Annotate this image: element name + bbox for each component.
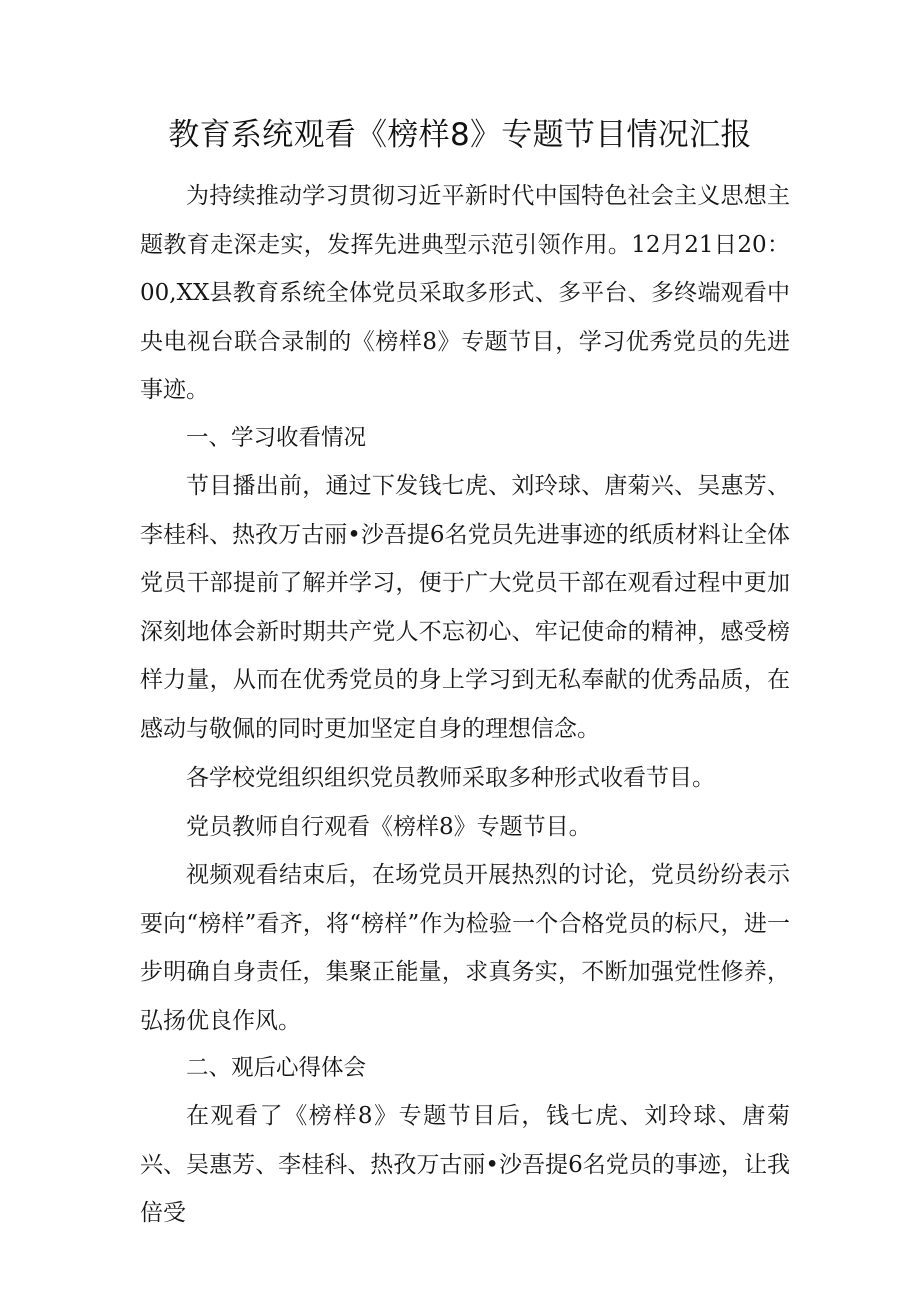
intro-paragraph: 为持续推动学习贯彻习近平新时代中国特色社会主义思想主题教育走深走实，发挥先进典型示范引领作用。12月21日20：00,XX县教育系统全体党员采取多形式、多平台、多终端观看中央电视台联合录制的《榜样8》专题节目，学习优秀党员的先进事迹。 [140, 183, 790, 403]
section1-paragraph-4: 视频观看结束后，在场党员开展热烈的讨论，党员纷纷表示要向“榜样”看齐，将“榜样”作为检验一个合格党员的标尺，进一步明确自身责任，集聚正能量，求真务实，不断加强党性修养，弘扬优良作风。 [140, 862, 790, 1034]
section-heading-2: 二、观后心得体会 [186, 1055, 367, 1081]
section1-paragraph-2: 各学校党组织组织党员教师采取多种形式收看节目。 [186, 765, 715, 791]
document-title: 教育系统观看《榜样8》专题节目情况汇报 [168, 117, 752, 153]
section1-paragraph-1: 节目播出前，通过下发钱七虎、刘玲球、唐菊兴、吴惠芳、李桂科、热孜万古丽•沙吾提6名党员先进事迹的纸质材料让全体党员干部提前了解并学习，便于广大党员干部在观看过程中更加深刻地体会新时期共产党人不忘初心、牢记使命的精神，感受榜样力量，从而在优秀党员的身上学习到无私奉献的优秀品质，在感动与敬佩的同时更加坚定自身的理想信念。 [140, 473, 790, 742]
section1-paragraph-3: 党员教师自行观看《榜样8》专题节目。 [186, 814, 592, 840]
section2-paragraph-1: 在观看了《榜样8》专题节目后，钱七虎、刘玲球、唐菊兴、吴惠芳、李桂科、热孜万古丽•沙吾提6名党员的事迹，让我倍受 [140, 1103, 790, 1226]
section-heading-1: 一、学习收看情况 [186, 425, 367, 451]
